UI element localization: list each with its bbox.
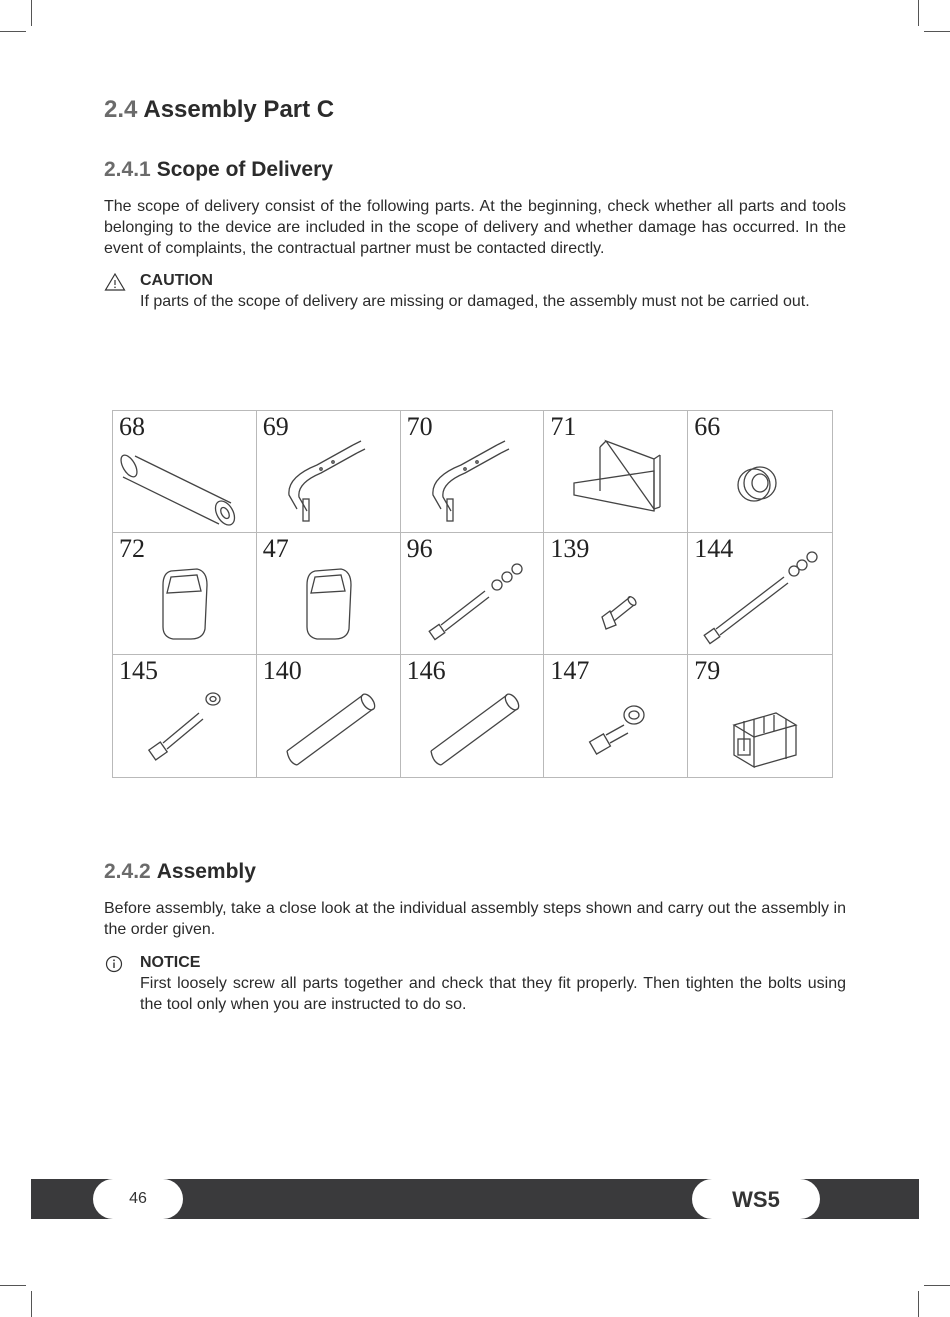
part-cell: [544, 533, 688, 655]
part-number: 146: [406, 656, 446, 685]
section-number: 2.4: [104, 96, 138, 123]
bolt-with-washer-icon: [113, 655, 256, 777]
bolt-with-washers-icon: [401, 533, 544, 655]
curved-bracket-icon: [401, 411, 544, 533]
scope-title: Scope of Delivery: [156, 158, 333, 181]
countersunk-screw-icon: [544, 533, 687, 655]
part-cell: [113, 411, 257, 533]
crop-mark: [918, 0, 919, 26]
caution-title: CAUTION: [140, 272, 213, 289]
part-cell: [113, 655, 257, 777]
part-number: 72: [119, 534, 145, 563]
part-number: 69: [262, 412, 289, 441]
sleeve-icon: [401, 655, 544, 777]
long-bolt-with-washers-icon: [688, 533, 831, 655]
assembly-heading: [104, 860, 256, 884]
curved-bracket-icon: [257, 411, 400, 533]
notice-text: First loosely screw all parts together and check that they fit properly. Then tighten the bolts using the tool only when you are instructed to do so.: [140, 975, 846, 1013]
part-number: 68: [119, 412, 145, 441]
scope-number: 2.4.1: [104, 158, 151, 181]
part-cell: [688, 655, 832, 777]
assembly-number: 2.4.2: [104, 860, 151, 883]
part-cell: [544, 655, 688, 777]
part-cell: [688, 411, 832, 533]
part-number: 144: [694, 534, 734, 563]
triangle-frame-icon: [544, 411, 687, 533]
part-number: 70: [406, 412, 433, 441]
crop-mark: [924, 1285, 950, 1286]
part-cell: [401, 533, 545, 655]
part-number: 139: [550, 534, 590, 563]
crop-mark: [918, 1291, 919, 1317]
part-number: 47: [262, 534, 289, 563]
notice-title: NOTICE: [140, 954, 201, 971]
crop-mark: [0, 31, 26, 32]
scope-heading: [104, 158, 333, 182]
parts-grid: [112, 410, 833, 778]
end-cap-icon: [113, 533, 256, 655]
section-heading: [104, 96, 334, 124]
assembly-title: Assembly: [156, 860, 256, 883]
part-cell: [113, 533, 257, 655]
washer-icon: [688, 411, 831, 533]
part-number: 140: [262, 656, 302, 685]
warning-triangle-icon: [104, 272, 126, 292]
part-number: 71: [550, 412, 577, 441]
crop-mark: [924, 31, 950, 32]
square-cap-icon: [688, 655, 831, 777]
part-number: 145: [119, 656, 158, 685]
crop-mark: [0, 1285, 26, 1286]
part-cell: [257, 655, 401, 777]
sleeve-icon: [257, 655, 400, 777]
caution-text: If parts of the scope of delivery are missing or damaged, the assembly must not be carried out.: [140, 293, 810, 310]
info-icon: [104, 954, 126, 974]
short-bolt-with-washer-icon: [544, 655, 687, 777]
scope-paragraph: The scope of delivery consist of the following parts. At the beginning, check whether all parts and tools belonging to the device are included in the scope of delivery and whether damage has occurred. In the event of complaints, the contractual partner must be contacted directly.: [104, 198, 846, 257]
part-number: 96: [406, 534, 433, 563]
part-cell: [401, 411, 545, 533]
part-number: 147: [550, 656, 590, 685]
part-cell: [401, 655, 545, 777]
part-cell: [257, 411, 401, 533]
section-title: Assembly Part C: [143, 96, 335, 123]
brand-label: WS5: [692, 1179, 820, 1219]
crop-mark: [31, 0, 32, 26]
assembly-paragraph: Before assembly, take a close look at the individual assembly steps shown and carry out the assembly in the order given.: [104, 900, 846, 938]
part-cell: [688, 533, 832, 655]
page-number: 46: [93, 1179, 183, 1219]
part-number: 66: [694, 412, 721, 441]
part-number: 79: [694, 656, 721, 685]
part-cell: [544, 411, 688, 533]
end-cap-icon: [257, 533, 400, 655]
crop-mark: [31, 1291, 32, 1317]
tube-icon: [113, 411, 256, 533]
part-cell: [257, 533, 401, 655]
